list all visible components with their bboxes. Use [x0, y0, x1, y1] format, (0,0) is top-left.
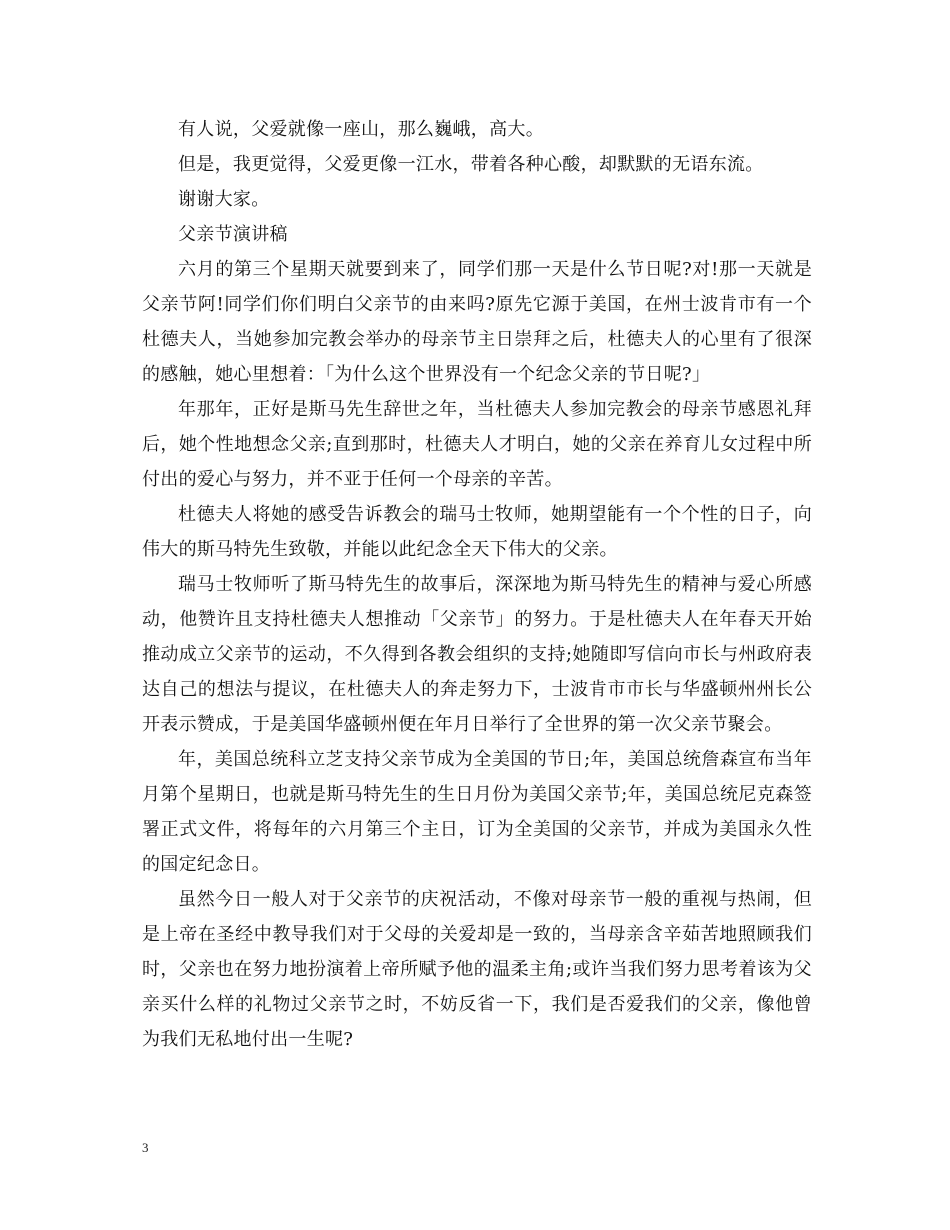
section-title: 父亲节演讲稿: [178, 224, 288, 245]
page-number: 3: [142, 1140, 149, 1155]
paragraph-8: 瑞马士牧师听了斯马特先生的故事后，深深地为斯马特先生的精神与爱心所感动，他赞许且支持杜德夫人想推动「父亲节」的努力。于是杜德夫人在年春天开始推动成立父亲节的运动，不久得到各教会组织的支持;她随即写信向市长与州政府表达自己的想法与提议，在杜德夫人的奔走努力下，士波肯市市长与华盛顿州州长公开表示赞成，于是美国华盛顿州便在年月日举行了全世界的第一次父亲节聚会。: [142, 574, 812, 735]
paragraph-3: 谢谢大家。: [178, 189, 270, 210]
paragraph-1: 有人说，父爱就像一座山，那么巍峨，高大。: [178, 119, 544, 140]
paragraph-9: 年，美国总统科立芝支持父亲节成为全美国的节日;年，美国总统詹森宣布当年月第个星期日，也就是斯马特先生的生日月份为美国父亲节;年，美国总统尼克森签署正式文件，将每年的六月第三个主日，订为全美国的父亲节，并成为美国永久性的国定纪念日。: [142, 749, 812, 875]
paragraph-7: 杜德夫人将她的感受告诉教会的瑞马士牧师，她期望能有一个个性的日子，向伟大的斯马特先生致敬，并能以此纪念全天下伟大的父亲。: [142, 504, 812, 560]
document-body: [142, 112, 812, 1057]
paragraph-10: 虽然今日一般人对于父亲节的庆祝活动，不像对母亲节一般的重视与热闹，但是上帝在圣经中教导我们对于父母的关爱却是一致的，当母亲含辛茹苦地照顾我们时，父亲也在努力地扮演着上帝所赋予他的温柔主角;或许当我们努力思考着该为父亲买什么样的礼物过父亲节之时，不妨反省一下，我们是否爱我们的父亲，像他曾为我们无私地付出一生呢?: [142, 889, 812, 1050]
paragraph-6: 年那年，正好是斯马先生辞世之年，当杜德夫人参加完教会的母亲节感恩礼拜后，她个性地想念父亲;直到那时，杜德夫人才明白，她的父亲在养育儿女过程中所付出的爱心与努力，并不亚于任何一个母亲的辛苦。: [142, 399, 812, 490]
paragraph-5: 六月的第三个星期天就要到来了，同学们那一天是什么节日呢?对!那一天就是父亲节阿!同学们你们明白父亲节的由来吗?原先它源于美国，在州士波肯市有一个杜德夫人，当她参加完教会举办的母亲节主日崇拜之后，杜德夫人的心里有了很深的感触，她心里想着：「为什么这个世界没有一个纪念父亲的节日呢?」: [142, 259, 812, 385]
paragraph-2: 但是，我更觉得，父爱更像一江水，带着各种心酸，却默默的无语东流。: [178, 154, 764, 175]
